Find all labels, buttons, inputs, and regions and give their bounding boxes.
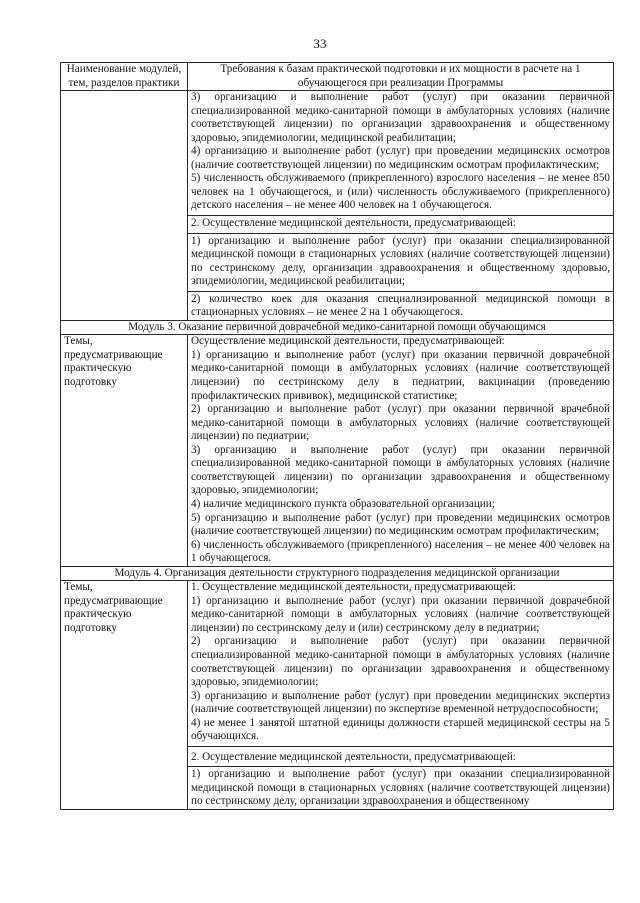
requirement-item: 3) организацию и выполнение работ (услуг) при проведении медицинских экспертиз (наличие соответствующей лицензии) по экспертизе временной нетрудоспособности; [191,689,610,716]
section-divider [188,766,613,767]
requirement-section-heading: Осуществление медицинской деятельности, предусматривающей: [191,335,505,348]
requirement-item: 1) организацию и выполнение работ (услуг) при оказании специализированной медицинской помощи в стационарных условиях (наличие соответствующей лицензии) по сестринскому делу, организации здравоохранения и общественному [191,768,610,808]
module-3-title-row [61,320,614,335]
row-requirements-cell [188,91,614,321]
header-modules-column: Наименование модулей, тем, разделов практики [61,63,188,91]
requirement-item: 5) организацию и выполнение работ (услуг) при проведении медицинских осмотров (наличие соответствующей лицензии) по медицинским осмотрам профилактическим; [191,511,610,538]
header-requirements-column: Требования к базам практической подготовки и их мощности в расчете на 1 обучающегося при реализации Программы [188,63,614,91]
requirement-item: 4) наличие медицинского пункта образовательной организации; [191,497,495,510]
requirement-item: 4) организацию и выполнение работ (услуг) при проведении медицинских осмотров (наличие соответствующей лицензии) по медицинским осмотрам профилактическим; [191,145,610,171]
requirement-item: 4) не менее 1 занятой штатной единицы должности старшей медицинской сестры на 5 обучающихся. [191,716,610,743]
requirement-item: 6) численность обслуживаемого (прикрепленного) населения – не менее 400 человек на 1 обучающегося. [191,538,610,565]
section-divider [188,233,613,234]
requirement-section-heading: 2. Осуществление медицинской деятельности, предусматривающей: [191,750,516,763]
section-divider [188,291,613,292]
requirements-table [60,62,614,810]
requirement-item: 2) организацию и выполнение работ (услуг) при оказании первичной специализированной медико-санитарной помощи в амбулаторных условиях (наличие соответствующей лицензии) по организации здравоохранения и общественному здоровью, эпидемиологии; [191,635,610,689]
requirement-item: 3) организацию и выполнение работ (услуг) при оказании первичной специализированной медико-санитарной помощи в амбулаторных условиях (наличие соответствующей лицензии) по организации здравоохранения и общественному здоровью, эпидемиологии, медицинской реабилитации; [191,91,610,144]
module-4-title-row [61,566,614,581]
module-4-requirements-cell [188,581,614,810]
section-divider [188,215,613,216]
requirement-item: 1) организацию и выполнение работ (услуг) при оказании первичной доврачебной медико-санитарной помощи в амбулаторных условиях (наличие соответствующей лицензии) по сестринскому делу в педиатрии, вакцинации (проведению профилактических прививок), медицинской статистике; [191,348,610,402]
requirement-item: 2) количество коек для оказания специализированной медицинской помощи в стационарных условиях – не менее 2 на 1 обучающегося. [191,292,610,319]
requirement-item: 1) организацию и выполнение работ (услуг) при оказании специализированной медицинской помощи в стационарных условиях (наличие соответствующей лицензии) по сестринскому делу, организации здравоохранения и общественному здоровью, эпидемиологии, медицинской реабилитации; [191,234,610,288]
module-3-title: Модуль 3. Оказание первичной доврачебной медико-санитарной помощи обучающимся [61,320,614,335]
module-3-row [61,335,614,566]
module-4-row [61,581,614,810]
module-3-requirements-cell [188,335,614,566]
module-3-topic-cell: Темы, предусматривающие практическую подготовку [61,335,188,566]
requirement-item: 1) организацию и выполнение работ (услуг) при оказании первичной доврачебной медико-санитарной помощи в амбулаторных условиях (наличие соответствующей лицензии) по сестринскому делу и (или) сестринскому делу в педиатрии; [191,594,610,634]
requirement-section-heading: 1. Осуществление медицинской деятельности, предусматривающей: [191,581,516,594]
requirement-item: 2) организацию и выполнение работ (услуг) при оказании первичной врачебной медико-санитарной помощи в амбулаторных условиях (наличие соответствующей лицензии) по педиатрии; [191,403,610,443]
table-header-row [61,63,614,91]
table-row-continuation [61,91,614,321]
module-4-topic-cell: Темы, предусматривающие практическую подготовку [61,581,188,810]
row-topic-cell [61,91,188,321]
section-divider [188,746,613,747]
module-4-title: Модуль 4. Организация деятельности структурного подразделения медицинской организации [61,566,614,581]
requirement-item: 3) организацию и выполнение работ (услуг) при оказании первичной специализированной медико-санитарной помощи в амбулаторных условиях (наличие соответствующей лицензии) по организации здравоохранения и общественному здоровью, эпидемиологии; [191,443,610,497]
requirement-section-heading: 2. Осуществление медицинской деятельности, предусматривающей: [191,217,516,230]
page-number: 33 [313,36,327,51]
requirement-item: 5) численность обслуживаемого (прикрепленного) взрослого населения – не менее 850 человек на 1 обучающегося, и (или) численность обслуживаемого (прикрепленного) детского населения – не менее 400 человек на 1 обучающегося. [191,172,610,212]
